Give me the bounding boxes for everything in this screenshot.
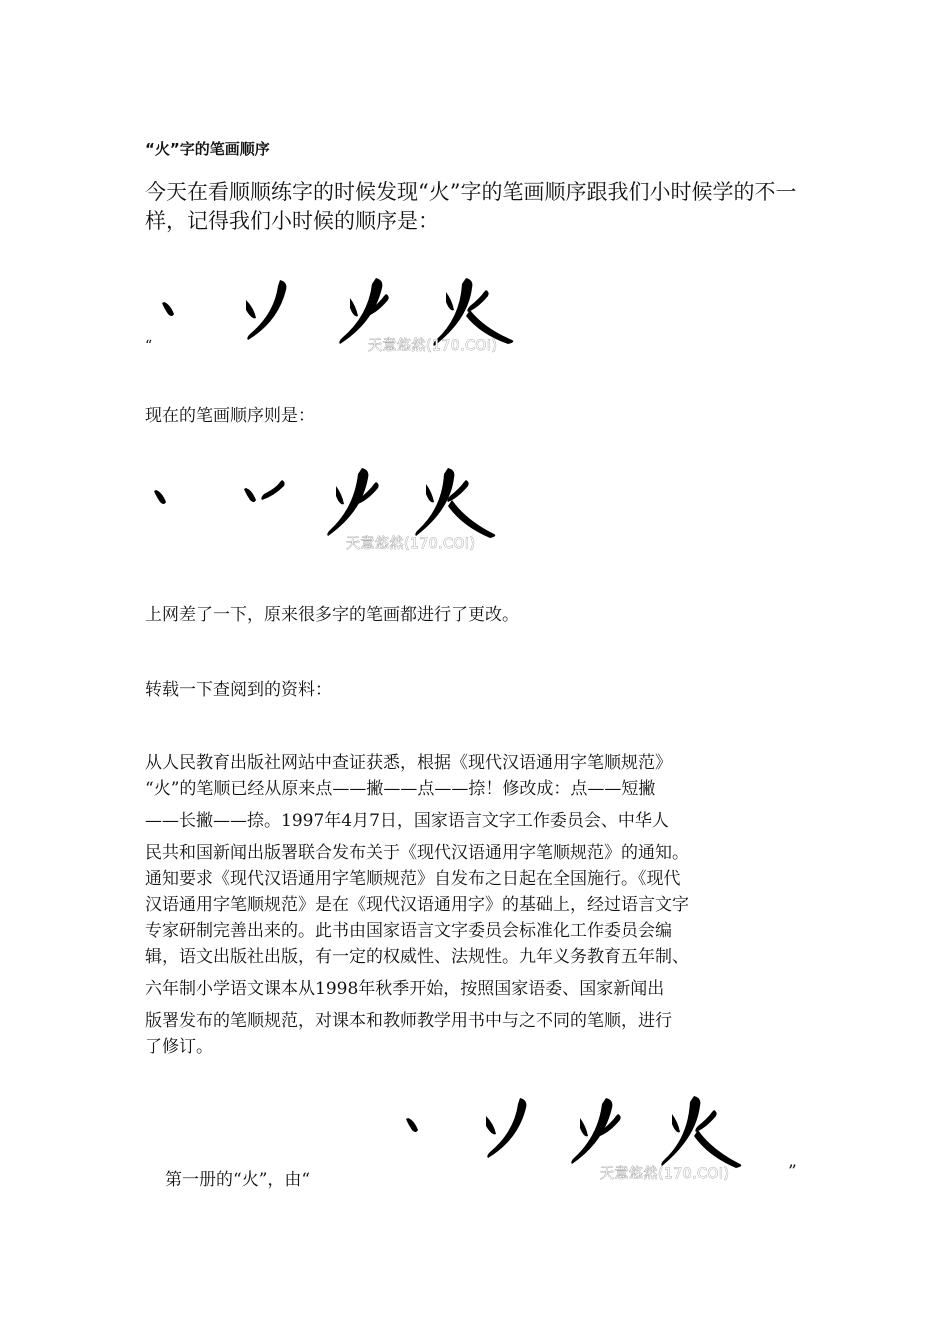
quoted-article xyxy=(145,750,810,1060)
old-stroke-order-image xyxy=(150,270,530,360)
article-line: “火”的笔顺已经从原来点——撇——点——捺！修改成：点——短撇 xyxy=(145,779,656,799)
repost-note: 转载一下查阅到的资料： xyxy=(145,680,332,700)
new-stroke-order-image xyxy=(150,462,510,554)
article-line: 汉语通用字笔顺规范》是在《现代汉语通用字》的基础上，经过语言文字 xyxy=(145,895,689,915)
current-order-label: 现在的笔画顺序则是： xyxy=(145,406,315,426)
watermark: 天意悠然(170.COI) xyxy=(600,1166,730,1182)
first-volume-line: 第一册的“火”，由“ xyxy=(165,1170,311,1190)
article-line: 了修订。 xyxy=(145,1037,213,1057)
article-line: 通知要求《现代汉语通用字笔顺规范》自发布之日起在全国施行。《现代 xyxy=(145,869,681,889)
page-title: “火”字的笔画顺序 xyxy=(145,140,270,158)
article-line: 六年制小学语文课本从1998年秋季开始，按照国家语委、国家新闻出 xyxy=(145,979,665,999)
first-volume-stroke-order-image xyxy=(400,1092,770,1184)
open-quote: “ xyxy=(145,338,153,354)
article-line: 从人民教育出版社网站中查证获悉，根据《现代汉语通用字笔顺规范》 xyxy=(145,753,672,773)
intro-paragraph: 今天在看顺顺练字的时候发现“火”字的笔画顺序跟我们小时候学的不一样，记得我们小时候的顺序是： xyxy=(145,180,797,233)
article-line: 专家研制完善出来的。此书由国家语言文字委员会标准化工作委员会编 xyxy=(145,921,672,941)
article-line: ——长撇——捺。1997年4月7日，国家语言文字工作委员会、中华人 xyxy=(145,811,669,831)
article-line: 辑，语文出版社出版，有一定的权威性、法规性。九年义务教育五年制、 xyxy=(145,947,689,967)
search-note: 上网差了一下，原来很多字的笔画都进行了更改。 xyxy=(145,605,519,625)
article-line: 民共和国新闻出版署联合发布关于《现代汉语通用字笔顺规范》的通知。 xyxy=(145,843,689,863)
watermark: 天意悠然(170.COI) xyxy=(346,536,476,552)
close-quote: ” xyxy=(788,1162,797,1182)
watermark: 天意悠然(170.COI) xyxy=(368,338,498,354)
article-line: 版署发布的笔顺规范，对课本和教师教学用书中与之不同的笔顺，进行 xyxy=(145,1011,672,1031)
